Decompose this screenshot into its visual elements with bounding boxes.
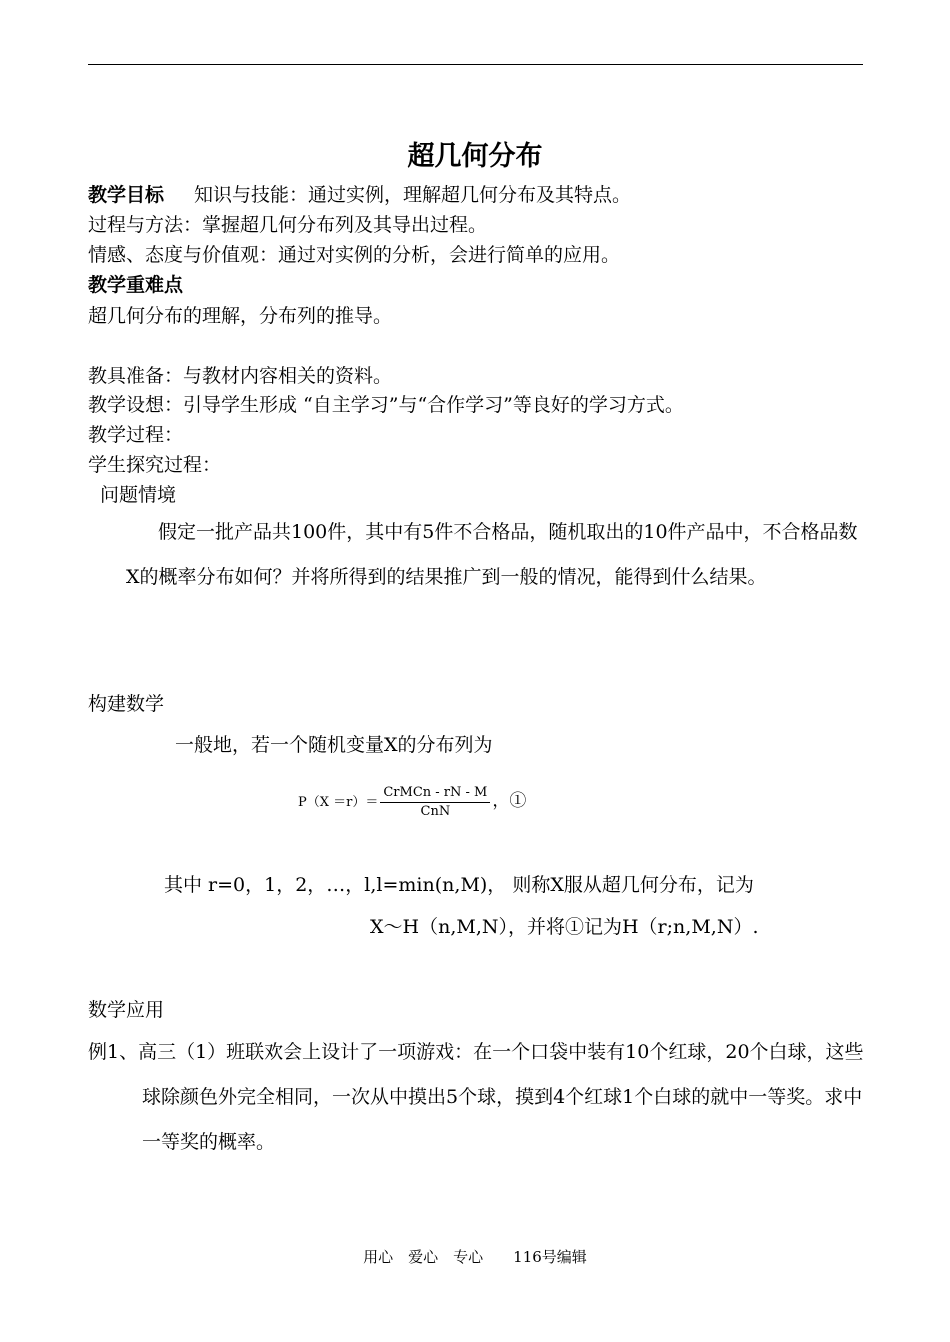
difficulty-text: 超几何分布的理解，分布列的推导。 xyxy=(88,305,393,327)
formula-fraction xyxy=(380,786,490,819)
formula-numerator: CrMCn - rN - M xyxy=(380,786,490,803)
goals-line-3: 情感、态度与价值观：通过对实例的分析，会进行简单的应用。 xyxy=(88,244,621,266)
goals-line-2: 过程与方法：掌握超几何分布列及其导出过程。 xyxy=(88,214,488,236)
situation-paragraph: 假定一批产品共100件，其中有5件不合格品，随机取出的10件产品中，不合格品数X的概率分布如何？并将所得到的结果推广到一般的情况，能得到什么结果。 xyxy=(126,521,858,588)
page-footer: 用心 爱心 专心 116号编辑 xyxy=(363,1248,587,1266)
goals-text-1: 知识与技能：通过实例，理解超几何分布及其特点。 xyxy=(194,184,632,206)
formula-right: ，① xyxy=(492,791,527,811)
distribution-formula xyxy=(298,786,526,819)
example-1: 例1、高三（1）班联欢会上设计了一项游戏：在一个口袋中装有10个红球，20个白球，这些球除颜色外完全相同，一次从中摸出5个球，摸到4个红球1个白球的就中一等奖。求中一等奖的概率。 xyxy=(88,1041,864,1153)
goals-label: 教学目标 xyxy=(88,184,165,206)
situation-heading: 问题情境 xyxy=(100,484,177,506)
design-line: 教学设想：引导学生形成 “自主学习”与“合作学习”等良好的学习方式。 xyxy=(88,394,684,416)
difficulty-label: 教学重难点 xyxy=(88,274,184,296)
construct-intro: 一般地，若一个随机变量X的分布列为 xyxy=(175,734,493,756)
notation-line: X～H（n,M,N），并将①记为H（r;n,M,N）. xyxy=(370,916,759,938)
page-title: 超几何分布 xyxy=(407,141,543,172)
goals-line-1 xyxy=(88,182,631,208)
process-line: 教学过程： xyxy=(88,424,184,446)
construct-heading: 构建数学 xyxy=(88,693,165,715)
header-rule xyxy=(88,64,863,65)
formula-denominator: CnN xyxy=(420,804,451,819)
explore-line: 学生探究过程： xyxy=(88,454,222,476)
condition-line: 其中 r=0，1，2，…，l,l=min(n,M)， 则称X服从超几何分布，记为 xyxy=(164,874,754,896)
formula-left: P（X ＝r）＝ xyxy=(298,795,379,810)
application-heading: 数学应用 xyxy=(88,999,165,1021)
prep-line: 教具准备：与教材内容相关的资料。 xyxy=(88,365,393,387)
